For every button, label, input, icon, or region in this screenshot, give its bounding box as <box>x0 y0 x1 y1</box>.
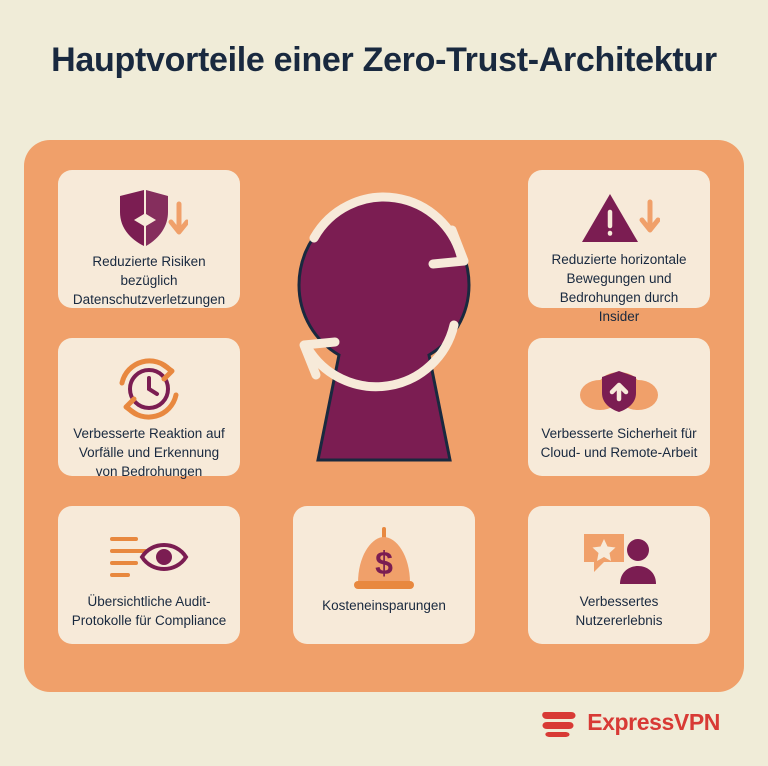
card-user-experience <box>528 506 710 644</box>
card-label: Verbessertes Nutzererlebnis <box>575 594 663 628</box>
expressvpn-logo <box>539 706 720 738</box>
expressvpn-logo-icon <box>539 706 579 738</box>
content-panel <box>24 140 744 692</box>
card-incident-response <box>58 338 240 479</box>
card-label: Übersichtliche Audit-Protokolle für Compliance <box>71 594 227 628</box>
card-label: Kosteneinsparungen <box>322 598 446 613</box>
keyhole-with-circular-arrows-icon <box>274 160 494 490</box>
card-label: Verbesserte Reaktion auf Vorfälle und Erkennung von Bedrohungen <box>73 426 225 479</box>
page-title: Hauptvorteile einer Zero-Trust-Architektur <box>51 41 717 79</box>
star-chat-person-icon <box>578 524 660 590</box>
card-lateral-movement <box>528 170 710 324</box>
card-label: Verbesserte Sicherheit für Cloud- und Remote-Arbeit <box>540 426 698 460</box>
card-cloud-security <box>528 338 710 476</box>
svg-text:$: $ <box>375 545 393 581</box>
card-label: Reduzierte Risiken bezüglich Datenschutzverletzungen <box>72 254 226 307</box>
cloud-shield-icon <box>576 356 662 422</box>
warning-triangle-icon <box>578 188 660 248</box>
dollar-dome-icon <box>348 524 420 594</box>
card-label: Reduzierte horizontale Bewegungen und Bedrohungen durch Insider <box>551 252 687 324</box>
broken-shield-icon <box>110 188 188 250</box>
logo-text: ExpressVPN <box>587 708 720 735</box>
keyhole-graphic <box>274 160 494 490</box>
card-reduced-breach-risk <box>58 170 240 308</box>
card-cost-savings <box>293 506 475 644</box>
clock-refresh-icon <box>112 356 186 422</box>
card-audit-logs <box>58 506 240 644</box>
eye-log-icon <box>106 524 192 590</box>
